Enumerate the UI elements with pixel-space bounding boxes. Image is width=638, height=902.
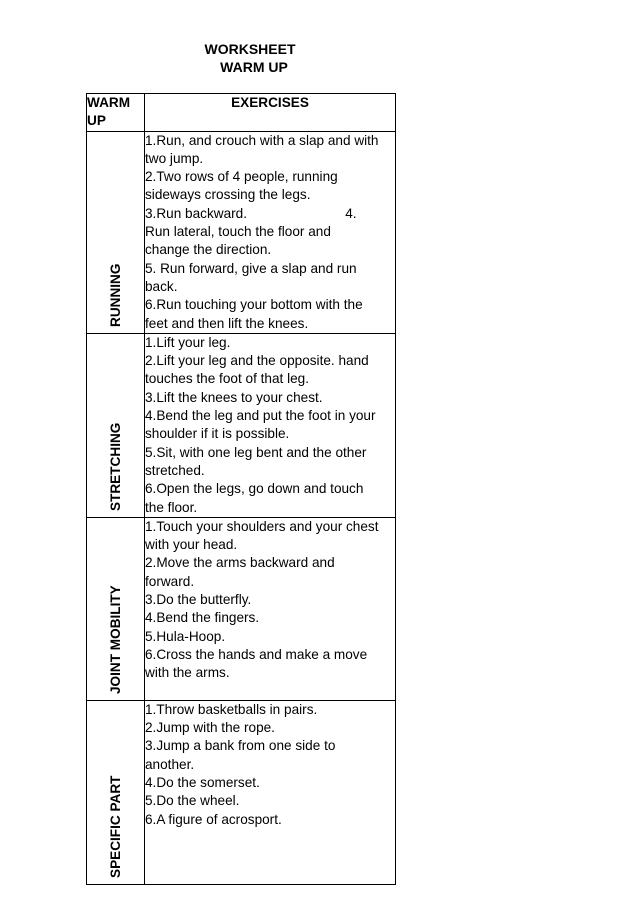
category-label-joint-mobility: JOINT MOBILITY [107, 585, 123, 694]
exercise-line: 5.Do the wheel. [145, 793, 240, 809]
exercises-cell [145, 131, 396, 333]
category-label-specific-part: SPECIFIC PART [107, 775, 123, 878]
exercise-line: touches the foot of that leg. [145, 371, 309, 387]
exercise-line: 1.Touch your shoulders and your chest [145, 518, 379, 534]
column-header-exercises: EXERCISES [145, 94, 396, 132]
exercise-line: 3.Run backward. 4. [145, 205, 357, 221]
category-cell [87, 131, 145, 333]
exercise-line: change the direction. [145, 242, 272, 258]
exercise-line: stretched. [145, 462, 205, 478]
exercise-line: two jump. [145, 150, 204, 166]
exercise-line: 1.Throw basketballs in pairs. [145, 701, 318, 717]
category-cell [87, 700, 145, 884]
category-cell [87, 333, 145, 517]
category-cell [87, 517, 145, 700]
exercise-line: 5. Run forward, give a slap and run [145, 260, 357, 276]
category-label-running: RUNNING [107, 263, 123, 327]
table-row [87, 700, 396, 884]
exercise-line: sideways crossing the legs. [145, 187, 311, 203]
table-row [87, 517, 396, 700]
exercise-line: 2.Jump with the rope. [145, 720, 275, 736]
exercise-line: with the arms. [145, 665, 230, 681]
exercise-line: 6.Cross the hands and make a move [145, 646, 368, 662]
table-row [87, 131, 396, 333]
warmup-table [86, 93, 396, 885]
exercise-line: 3.Do the butterfly. [145, 592, 252, 608]
exercise-line: 6.Open the legs, go down and touch [145, 481, 364, 497]
exercise-line: with your head. [145, 537, 238, 553]
exercise-line: 2.Lift your leg and the opposite. hand [145, 353, 369, 369]
exercise-line: 1.Lift your leg. [145, 334, 231, 350]
exercises-cell [145, 700, 396, 884]
exercise-line: 5.Sit, with one leg bent and the other [145, 444, 367, 460]
exercises-cell [145, 333, 396, 517]
exercise-line: back. [145, 278, 178, 294]
column-header-warm-up: WARM UP [87, 94, 145, 132]
category-label-stretching: STRETCHING [107, 422, 123, 511]
exercises-cell [145, 517, 396, 700]
title-line-1: WORKSHEET [204, 41, 296, 57]
exercise-line: forward. [145, 573, 195, 589]
exercise-line: 2.Move the arms backward and [145, 555, 335, 571]
exercise-line: 4.Bend the leg and put the foot in your [145, 408, 376, 424]
exercise-line: 5.Hula-Hoop. [145, 628, 226, 644]
exercise-line: the floor. [145, 499, 198, 515]
exercise-line: 2.Two rows of 4 people, running [145, 169, 338, 185]
worksheet-title [0, 40, 500, 76]
exercise-line: 3.Jump a bank from one side to [145, 738, 336, 754]
exercise-line: 1.Run, and crouch with a slap and with [145, 132, 379, 148]
exercise-line: another. [145, 756, 195, 772]
exercise-line: 3.Lift the knees to your chest. [145, 389, 323, 405]
exercise-line: 4.Do the somerset. [145, 775, 260, 791]
title-line-2: WARM UP [220, 59, 288, 75]
exercise-line: 6.Run touching your bottom with the [145, 297, 363, 313]
exercise-line: feet and then lift the knees. [145, 315, 309, 331]
exercise-line: Run lateral, touch the floor and [145, 224, 331, 240]
exercise-line: shoulder if it is possible. [145, 426, 290, 442]
exercise-line: 4.Bend the fingers. [145, 610, 260, 626]
table-row [87, 333, 396, 517]
exercise-line: 6.A figure of acrosport. [145, 811, 282, 827]
